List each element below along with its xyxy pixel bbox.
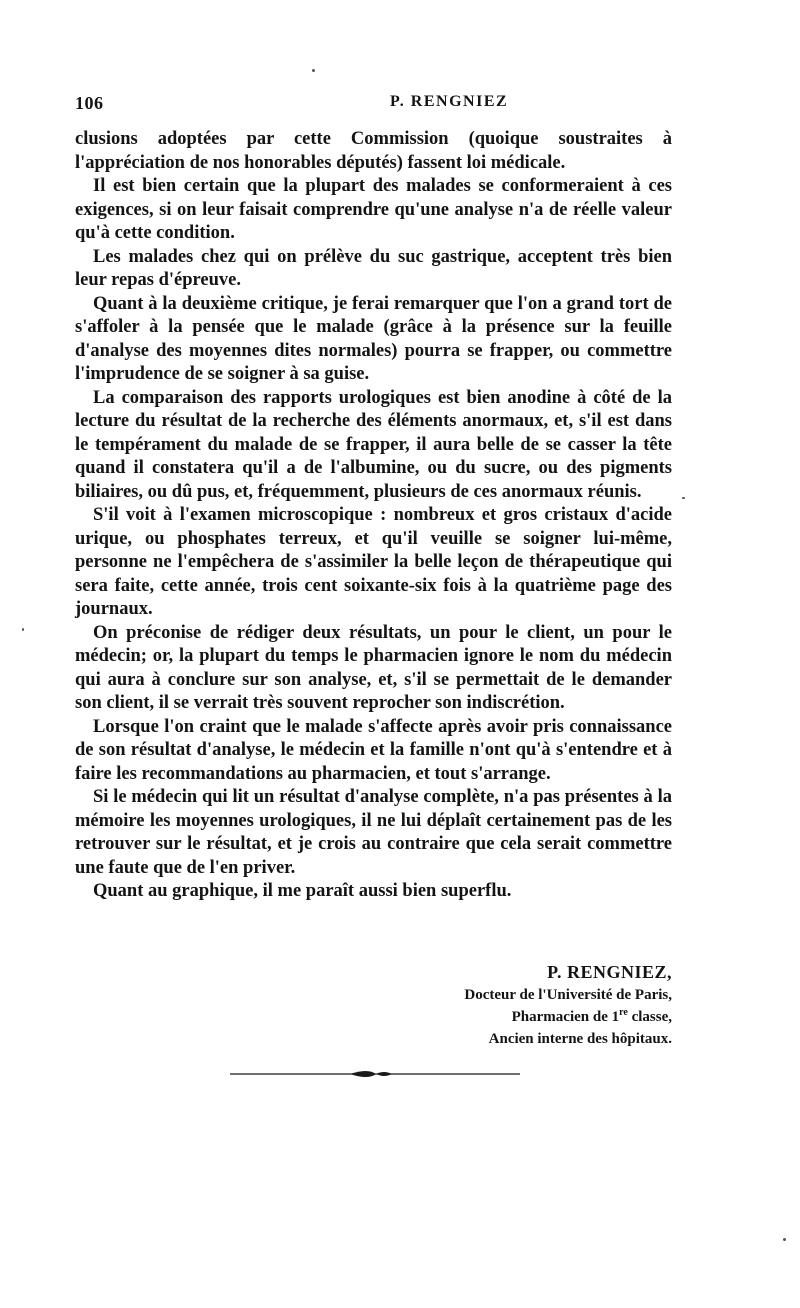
paragraph-4: Quant à la deuxième critique, je ferai remarquer que l'on a grand tort de s'affoler à la pensée que le malade (grâce à la présence sur la feuille d'analyse des moyennes dites normales) pourra se frapper, ou commettre l'imprudence de se soigner à sa guise. [75, 293, 672, 384]
paragraph-7: On préconise de rédiger deux résultats, un pour le client, un pour le médecin; or, la plupart du temps le pharmacien ignore le nom du médecin qui aura à conclure sur son analyse, et, s'il se permettait de le demander son client, il se verrait très souvent reprocher son indiscrétion. [75, 622, 672, 713]
paragraph-9: Si le médecin qui lit un résultat d'analyse complète, n'a pas présentes à la mémoire les moyennes urologiques, il ne lui déplaît certainement pas de les retrouver sur le résultat, et je crois au contraire que cela serait commettre une faute que de l'en priver. [75, 787, 672, 878]
signature-block [400, 960, 672, 1050]
paragraph-10: Quant au graphique, il me paraît aussi bien superflu. [93, 881, 512, 901]
page-header [75, 93, 675, 115]
paper-speck [682, 497, 685, 499]
end-ornament-divider [230, 1066, 520, 1082]
author-name: P. RENGNIEZ, [547, 962, 672, 982]
paragraph-2: Il est bien certain que la plupart des malades se conformeraient à ces exigences, si on leur faisait comprendre qu'une analyse n'a de réelle valeur qu'à cette condition. [75, 176, 672, 243]
paragraph-1: clusions adoptées par cette Commission (quoique soustraites à l'appréciation de nos honorables députés) fassent loi médicale. [75, 129, 672, 173]
paragraph-8: Lorsque l'on craint que le malade s'affecte après avoir pris connaissance de son résultat d'analyse, le médecin et la famille n'ont qu'à s'entendre et à faire les recommandations au pharmacien, et tout s'arrange. [75, 716, 672, 784]
paper-speck [312, 69, 315, 72]
author-title-1: Docteur de l'Université de Paris, [464, 987, 672, 1003]
body-text [75, 128, 672, 904]
paragraph-3: Les malades chez qui on prélève du suc gastrique, acceptent très bien leur repas d'épreuve. [75, 246, 672, 290]
paper-speck [783, 1238, 786, 1241]
author-title-3: Ancien interne des hôpitaux. [488, 1031, 672, 1047]
page-number: 106 [75, 93, 104, 113]
paragraph-6: S'il voit à l'examen microscopique : nombreux et gros cristaux d'acide urique, ou phosphates terreux, et qu'il veuille se soigner lui-même, personne ne l'empêchera de s'assimiler la belle leçon de thérapeutique qui sera faite, cette année, trois cent soixante-six fois à la quatrième page des journaux. [75, 505, 672, 619]
author-title-2: Pharmacien de 1re classe, [511, 1007, 672, 1025]
paper-speck [22, 628, 24, 631]
paragraph-5: La comparaison des rapports urologiques est bien anodine à côté de la lecture du résultat de la recherche des éléments anormaux, et, s'il est dans le tempérament du malade de se frapper, il aura belle de se casser la tête quand il constatera qu'il a de l'albumine, ou du sucre, ou des pigments biliaires, ou dû pus, et, fréquemment, plusieurs de ces anormaux réunis. [75, 387, 672, 502]
running-head: P. RENGNIEZ [390, 93, 509, 110]
